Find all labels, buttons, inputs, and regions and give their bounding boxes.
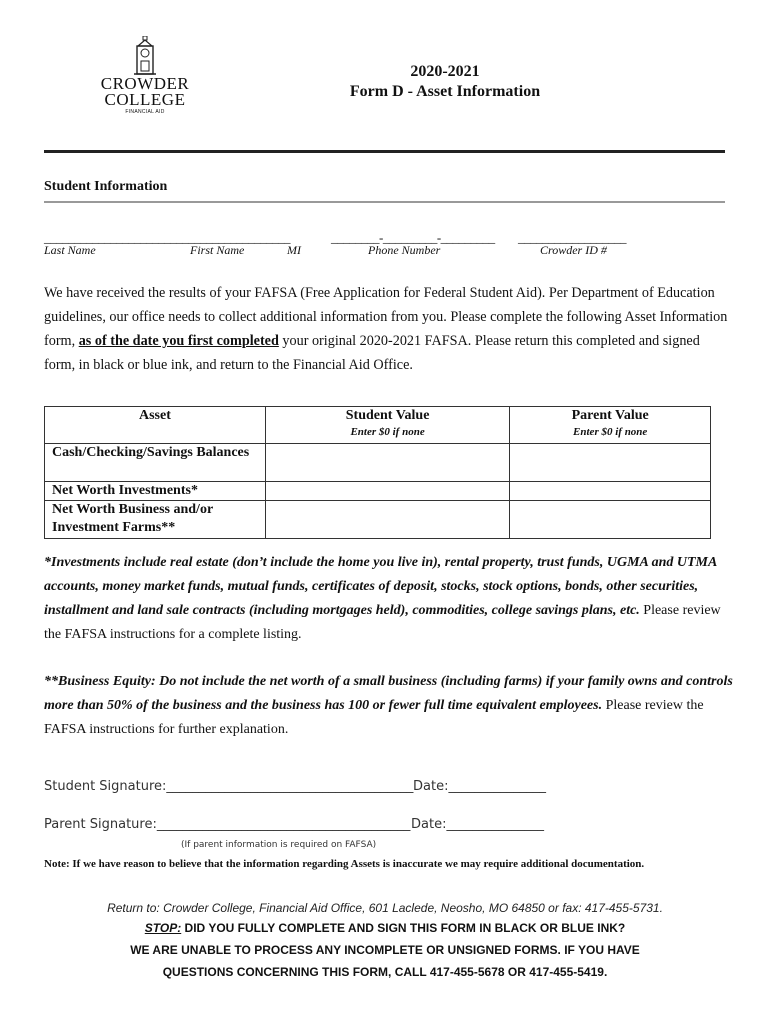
mi-label: MI: [287, 243, 301, 257]
student-business-input[interactable]: [265, 501, 510, 539]
first-name-label: First Name: [190, 243, 245, 257]
crowder-id-field[interactable]: __________________: [518, 230, 626, 245]
table-row: [45, 482, 711, 501]
return-address: Return to: Crowder College, Financial Aid Office, 601 Laclede, Neosho, MO 64850 or fax: 417-455-5731.: [107, 901, 663, 915]
intro-emphasis: as of the date you first completed: [78, 333, 279, 349]
header-divider: [44, 150, 725, 153]
parent-cash-input[interactable]: [510, 444, 711, 482]
parent-investments-input[interactable]: [510, 482, 711, 501]
logo-text-crowder: CROWDER: [100, 74, 190, 93]
student-date-line[interactable]: Date:_______________: [413, 779, 546, 794]
parent-date-line[interactable]: Date:_______________: [411, 817, 544, 832]
phone-label: Phone Number: [368, 243, 441, 257]
section-divider: [44, 201, 725, 203]
form-title-block: [300, 62, 590, 102]
investments-footnote-text: *Investments include real estate (don’t include the home you live in), rental property, trust funds, UGMA and UTMA accounts, money market funds, mutual funds, certificates of deposit, stocks, stock options, bonds, other securities, installment and land sale contracts (including mortgages held), commodities, college savings plans, etc.: [44, 555, 717, 618]
asset-table-header: [45, 407, 711, 444]
unable-line-1: WE ARE UNABLE TO PROCESS ANY INCOMPLETE OR UNSIGNED FORMS. IF YOU HAVE: [130, 943, 640, 957]
logo-text-financial-aid: FINANCIAL AID: [125, 109, 165, 115]
student-value-header: Student Value Enter $0 if none: [265, 407, 510, 444]
asset-cash-label: Cash/Checking/Savings Balances: [45, 444, 266, 482]
business-footnote-text: **Business Equity: Do not include the net worth of a small business (including farms) if your family owns and controls more than 50% of the business and the business has 100 or fewer full time equivalent employees.: [44, 674, 733, 713]
student-cash-input[interactable]: [265, 444, 510, 482]
table-row: [45, 444, 711, 482]
business-footnote: [44, 670, 734, 742]
asset-business-label: Net Worth Business and/or Investment Farms**: [45, 501, 266, 539]
asset-table: [44, 406, 711, 539]
investments-footnote-tail: Please review the FAFSA instructions for a complete listing.: [44, 603, 721, 642]
parent-value-header: Parent Value Enter $0 if none: [510, 407, 711, 444]
parent-value-subheader: Enter $0 if none: [573, 426, 648, 438]
name-field[interactable]: _________________________________________: [44, 230, 290, 245]
stop-word: STOP:: [144, 921, 182, 935]
investments-footnote: [44, 551, 734, 647]
student-signature-line[interactable]: Student Signature:______________________________________: [44, 779, 414, 794]
intro-text-start: We have received the results of your FAFSA (Free Application for Federal Student Aid). Per Department of Education guidelines, our office needs to collect additional information from you. Please complete the following Asset Information form,: [44, 285, 728, 349]
form-year: 2020-2021: [410, 63, 480, 80]
business-footnote-tail: Please review the FAFSA instructions for further explanation.: [44, 698, 704, 737]
student-investments-input[interactable]: [265, 482, 510, 501]
phone-field[interactable]: ________-_________-_________: [331, 230, 495, 245]
table-row: [45, 501, 711, 539]
last-name-label: Last Name: [44, 243, 96, 257]
form-title: Form D - Asset Information: [349, 83, 541, 100]
crowder-college-logo: [90, 36, 200, 122]
intro-paragraph: [44, 281, 734, 377]
asset-investments-label: Net Worth Investments*: [45, 482, 266, 501]
parent-signature-line[interactable]: Parent Signature:_______________________________________: [44, 817, 411, 832]
unable-line-2: QUESTIONS CONCERNING THIS FORM, CALL 417-455-5678 OR 417-455-5419.: [162, 965, 608, 979]
parent-business-input[interactable]: [510, 501, 711, 539]
crowder-id-label: Crowder ID #: [540, 243, 607, 257]
stop-warning: [0, 917, 770, 939]
asset-column-header: Asset: [45, 407, 266, 444]
student-info-heading: Student Information: [44, 179, 168, 194]
clock-tower-icon: [132, 36, 158, 76]
parent-signature-note: (If parent information is required on FAFSA): [181, 840, 377, 850]
stop-text: DID YOU FULLY COMPLETE AND SIGN THIS FORM IN BLACK OR BLUE INK?: [181, 921, 626, 935]
logo-text-college: COLLEGE: [104, 90, 186, 109]
intro-text-end: your original 2020-2021 FAFSA. Please return this completed and signed form, in black or blue ink, and return to the Financial Aid Office.: [44, 333, 700, 373]
accuracy-note: Note: If we have reason to believe that the information regarding Assets is inaccurate we may require additional documentation.: [44, 858, 645, 870]
student-value-subheader: Enter $0 if none: [350, 426, 425, 438]
